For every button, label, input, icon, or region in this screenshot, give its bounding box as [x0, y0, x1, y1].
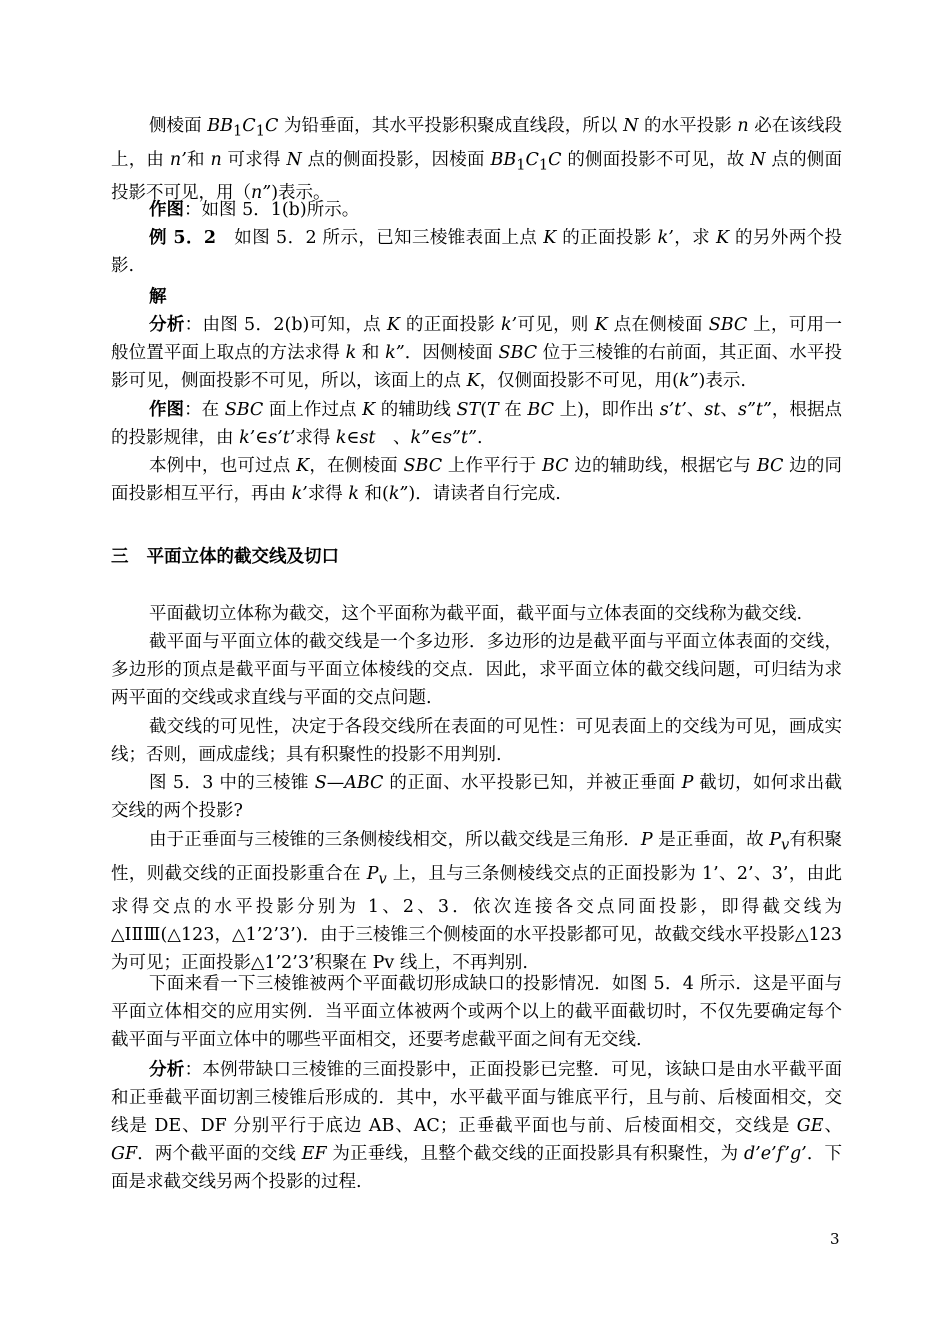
paragraph-1: 侧棱面 $BB_1C_1C$ 为铅垂面，其水平投影积聚成直线段，所以 N 的水平投影 n 必在该线段上，由 n’和 n 可求得 N 点的侧面投影，因棱面 $BB_1C_1C$ 的侧面投影不可见，故 N 点的侧面投影不可见，用（n”)表示。 [111, 116, 842, 203]
paragraph-figure-5-3: 图 5．3 中的三棱锥 S—ABC 的正面、水平投影已知，并被正垂面 P 截切，如何求出截交线的两个投影? [111, 773, 843, 821]
paragraph-notch-analysis: 分析：本例带缺口三棱锥的三面投影中，正面投影已完整．可见，该缺口是由水平截平面和正垂截平面切割三棱锥后形成的．其中，水平截平面与锥底平行，且与前、后棱面相交，交线是 DE、DF 分别平行于底边 AB、AC；正垂截平面也与前、后棱面相交，交线是 GE、GF．两个截平面的交线 EF 为正垂线，且整个截交线的正面投影具有积聚性，为 d’e’f’g’．下面是求截交线另两个投影的过程. [111, 1060, 843, 1192]
paragraph-example-5-2: 例 5．2 如图 5．2 所示，已知三棱锥表面上点 K 的正面投影 k’，求 K 的另外两个投影. [111, 228, 842, 276]
paragraph-visibility: 截交线的可见性，决定于各段交线所在表面的可见性：可见表面上的交线为可见，画成实线；否则，画成虚线；具有积聚性的投影不用判别. [111, 717, 842, 765]
paragraph-definition: 平面截切立体称为截交，这个平面称为截平面，截平面与立体表面的交线称为截交线. [149, 604, 803, 624]
paragraph-construction: 作图：在 SBC 面上作过点 K 的辅助线 ST(T 在 BC 上)，即作出 s’t’、st、s”t”，根据点的投影规律，由 k’∈s’t’求得 k∈st 、k”∈s”t”. [111, 400, 842, 448]
paragraph-analysis: 分析：由图 5．2(b)可知，点 K 的正面投影 k’可见，则 K 点在侧棱面 SBC 上，可用一般位置平面上取点的方法求得 k 和 k”．因侧棱面 SBC 位于三棱锥的右前面，其正面、水平投影可见，侧面投影不可见，所以，该面上的点 K，仅侧面投影不可见，用(k”)表示. [111, 315, 843, 391]
paragraph-notch: 下面来看一下三棱锥被两个平面截切形成缺口的投影情况．如图 5．4 所示．这是平面与平面立体相交的应用实例．当平面立体被两个或两个以上的截平面截切时，不仅先要确定每个截平面与平面立体中的哪些平面相交，还要考虑截平面之间有无交线. [111, 974, 842, 1050]
paragraph-triangle: 由于正垂面与三棱锥的三条侧棱线相交，所以截交线是三角形．P 是正垂面，故 $P_v$有积聚性，则截交线的正面投影重合在 $P_v$ 上，且与三条侧棱线交点的正面投影为 1’、2’、3’，由此求得交点的水平投影分别为 1、2、3．依次连接各交点同面投影，即得截交线为△ⅠⅡⅢ(△123，△1’2’3’)．由于三棱锥三个侧棱面的水平投影都可见，故截交线水平投影△123 为可见；正面投影△1’2’3’积聚在 Pv 线上，不再判别. [111, 830, 843, 973]
section-heading: 三 平面立体的截交线及切口 [111, 547, 339, 567]
page-number: 3 [830, 1230, 840, 1248]
paragraph-solution: 解 [149, 287, 167, 307]
paragraph-alternative: 本例中，也可过点 K，在侧棱面 SBC 上作平行于 BC 边的辅助线，根据它与 BC 边的同面投影相互平行，再由 k’求得 k 和(k”)．请读者自行完成. [111, 456, 842, 504]
paragraph-2: 作图：如图 5．1(b)所示。 [149, 200, 360, 220]
paragraph-polygon: 截平面与平面立体的截交线是一个多边形．多边形的边是截平面与平面立体表面的交线，多边形的顶点是截平面与平面立体棱线的交点．因此，求平面立体的截交线问题，可归结为求两平面的交线或求直线与平面的交点问题. [111, 632, 842, 708]
